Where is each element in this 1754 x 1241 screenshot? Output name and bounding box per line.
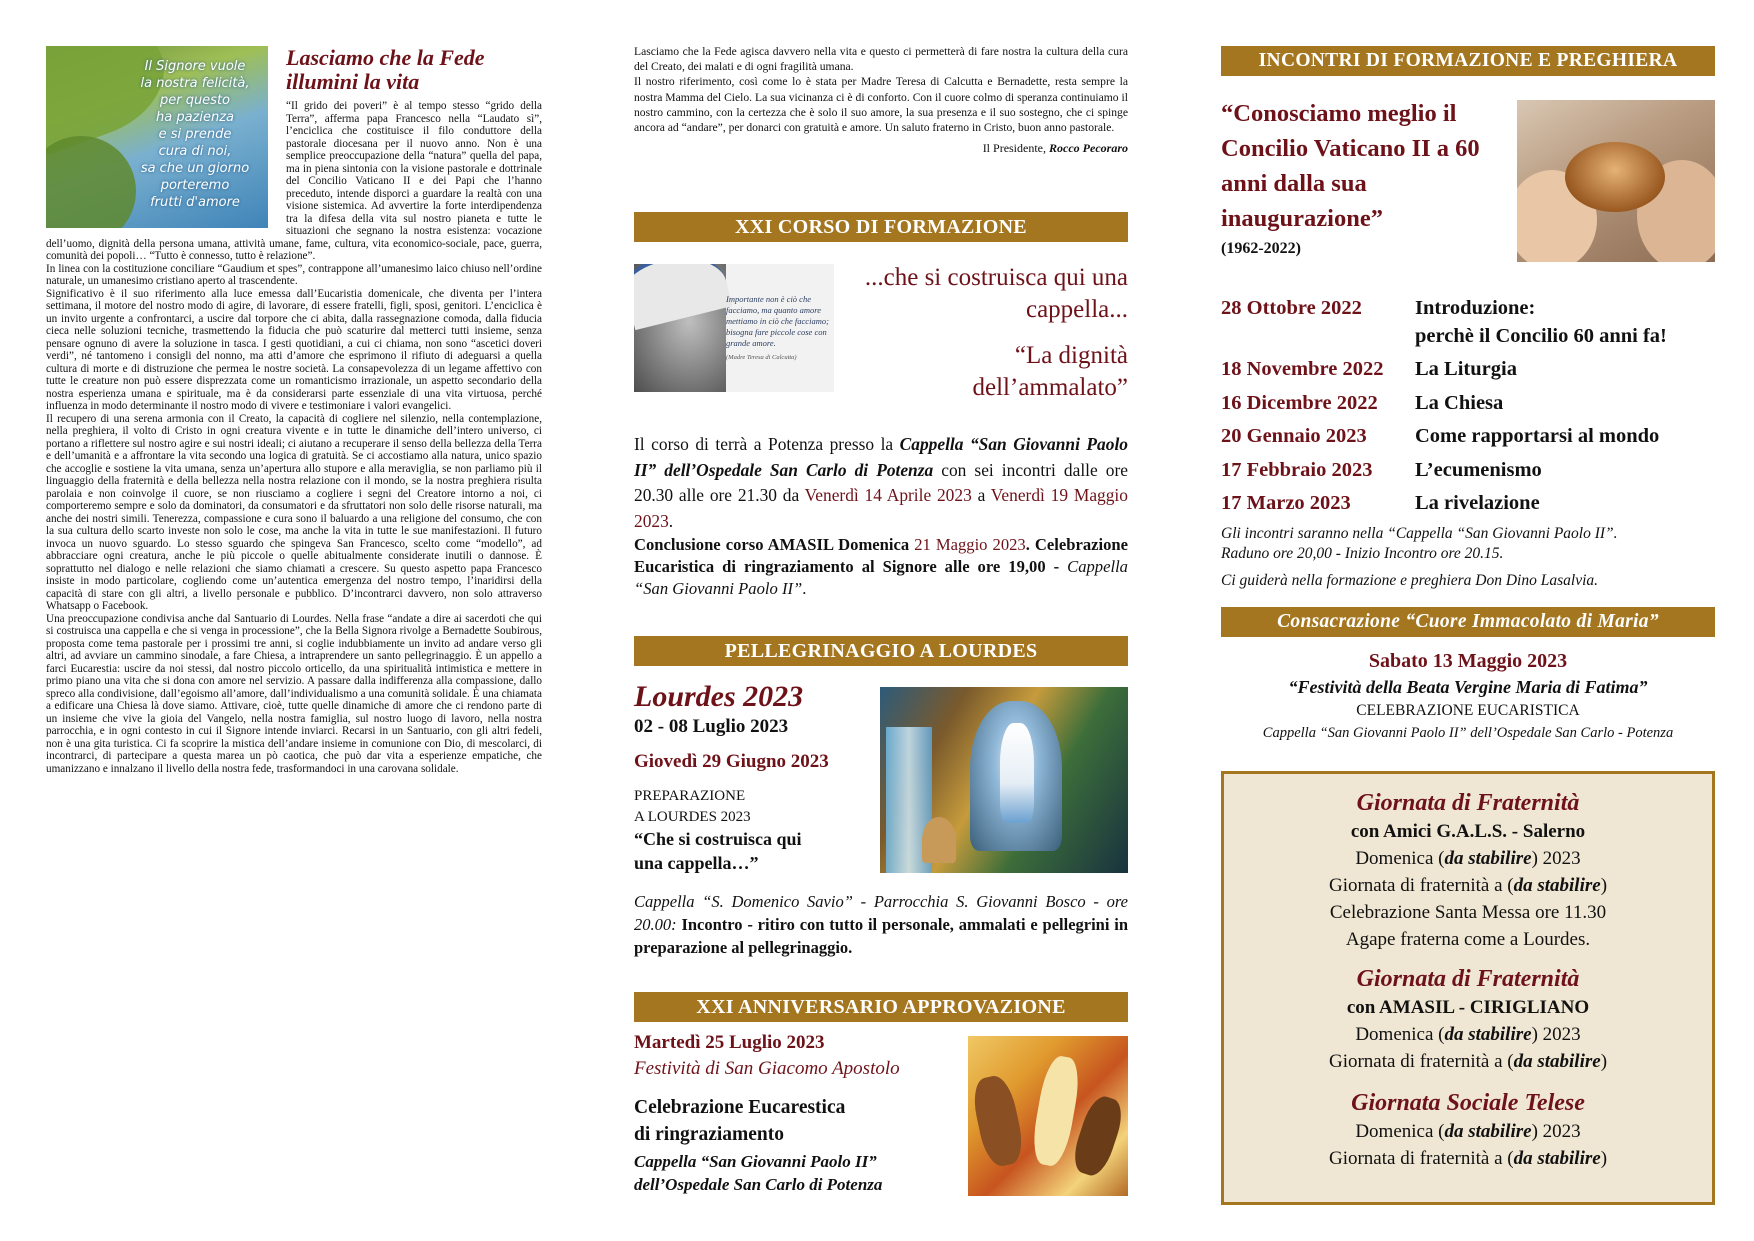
lourdes-meeting: Cappella “S. Domenico Savio” - Parrocchia S. Giovanni Bosco - ore 20.00: Incontro - ritiro con tutto il personale, ammalati e pellegrini in preparazione al pellegrinaggio. [634, 892, 1129, 957]
consecration-feast: “Festività della Beata Vergine Maria di Fatima” [1288, 677, 1648, 697]
section-title-anniversary: XXI ANNIVERSARIO APPROVAZIONE [634, 992, 1128, 1022]
schedule-row [1221, 422, 1715, 456]
continuation-paragraph: Il nostro riferimento, così come lo è stata per Madre Teresa di Calcutta e Bernadette, resta sempre la nostra Mamma del Cielo. La sua vicinanza ci è di conforto. Con il cuore colmo di speranza continuiamo il nostro cammino, con la certezza che è solo il suo amore, la sua presenza e il suo sostegno, che ci spinge ancora ad “andare”, per donarci con gratuità e amore. Un saluto fraterno in Cristo, buon anno pastorale. [634, 75, 1128, 135]
fraternity-title: Giornata di Fraternità [1356, 790, 1580, 816]
fraternity-subtitle: con Amici G.A.L.S. - Salerno [1350, 821, 1586, 842]
fraternity-subtitle: con AMASIL - CIRIGLIANO [1346, 997, 1590, 1018]
schedule-topic: Come rapportarsi al mondo [1415, 425, 1660, 448]
schedule-date: 18 Novembre 2022 [1221, 358, 1384, 380]
meetings-note: Gli incontri saranno nella “Cappella “San Giovanni Paolo II”. [1221, 525, 1618, 542]
leaf-quote-image [46, 46, 268, 228]
consecration-details [1221, 648, 1715, 744]
schedule-row [1221, 355, 1715, 389]
meetings-schedule [1221, 294, 1715, 523]
leaf-quote-text: Il Signore vuole la nostra felicità, per questo ha pazienza e si prende cura di noi, sa che un giorno porteremo frutti d'amore [140, 59, 250, 210]
editorial-paragraph: Il recupero di una serena armonia con il Creato, la capacità di cogliere nel silenzio, nella contemplazione, nella preghiera, il volto di Cristo in ogni creatura vivente e in tutte le dinamiche dell’intero universo, ci portano a riflettere sul nostro agire e sui nostri ideali; ci aiutano a recuperare il senso della bellezza della Terra e dell’umanità e a affrontare la vita secondo una logica di gratuità. Se ci accostiamo alla natura, unico spazio che accoglie e sostiene la vita umana, senza un’apertura allo stupore e alla meraviglia, se non parliamo più il linguaggio della fraternità e della bellezza nella nostra relazione con il mondo, se la nostra preghiera risulta parolaia e non coinvolge il cuore, se non riusciamo a cogliere i segni del Creatore intorno a noi, ci comporteremo sempre e solo da dominatori, da consumatori e da sfruttatori non solo delle risorse naturali, ma anche dei nostri simili. Tenerezza, compassione e cura sono il baluardo a una religione del consumo, che con la sua cultura dello scarto investe non solo le cose, ma anche la vita in tutte le sue manifestazioni. Il futuro invoca un nuovo sguardo. Lo stesso sguardo che spingeva San Francesco, scelto come “modello”, ad abbracciare ogni creatura, anche le più piccole o quelle abitualmente considerate inutili o dannose. È soprattutto nel dialogo e nelle relazioni che siamo chiamati a crescere. Su questo aspetto papa Francesco insiste in modo particolare, cogliendo come un’autentica emergenza del nostro tempo, l’inaridirsi della capacità di stare con gli altri, a livello personale e pubblico. D’incontrarci davvero, non solo attraverso Whatsapp o Facebook. [46, 412, 542, 612]
continuation-paragraph: Lasciamo che la Fede agisca davvero nella vita e questo ci permetterà di fare nostra la cultura della cura del Creato, dei malati e di ogni fragilità umana. [634, 45, 1128, 74]
lourdes-grotto-image [880, 687, 1128, 873]
course-details: Il corso di terrà a Potenza presso la Cappella “San Giovanni Paolo II” dell’Ospedale San Carlo di Potenza con sei incontri dalle ore 20.30 alle ore 21.30 da Venerdì 14 Aprile 2023 a Venerdì 19 Maggio 2023. Conclusione corso AMASIL Domenica 21 Maggio 2023. Celebrazione Eucaristica di ringraziamento al Signore alle ore 19,00 - Cappella “San Giovanni Paolo II”. [634, 434, 1129, 598]
editorial-title: Lasciamo che la Fede illumini la vita [286, 45, 485, 94]
schedule-topic: La Chiesa [1415, 391, 1504, 414]
schedule-date: 16 Dicembre 2022 [1221, 391, 1378, 414]
meetings-years: (1962-2022) [1221, 240, 1301, 257]
column-events [634, 0, 1128, 1241]
bread-hands-image [1517, 100, 1715, 262]
schedule-date: 17 Febbraio 2023 [1221, 458, 1373, 481]
schedule-date: 28 Ottobre 2022 [1221, 297, 1362, 319]
schedule-row [1221, 389, 1715, 423]
editorial-paragraph: Una preoccupazione condivisa anche dal Santuario di Lourdes. Nella frase “andate a dire ai sacerdoti che qui si costruisca una cappella e che si venga in processione”, che la Bella Signora rivolge a Bernadette Soubirous, proposta come tema pastorale per i prossimi tre anni, si coglie indubbiamente un invito ad andare verso gli altri, ad avviare un cammino sinodale, a fare Chiesa, a intraprendere un santo pellegrinaggio. È un appello a farci Eucarestia: uscire da noi stessi, dal nostro piccolo orticello, da una spiritualità intimistica e mettere in primo piano una vita che si dona con amore nel servizio. A passare dalla indifferenza alla compassione, dallo spreco alla condivisione, dall’egoismo all’amore, dall’individualismo a una comunità solidale. È una chiamata a edificare una Chiesa là dove siamo. Attivare, cioè, tutte quelle dinamiche di amore che ci rendono parte di un insieme che vive la gioia del Vangelo, nella nostra famiglia, sul nostro luogo di lavoro, nella nostra parrocchia, e in ogni contesto in cui il Signore intende inviarci. Recarsi in un Santuario, con gli altri fedeli, non è una gita turistica. Ci fa scoprire la mistica dell’andare insieme in comunione con Dio, di mescolarci, di incontrarci, di partecipare a questa marea un pò caotica, che può dar vita a esperienze empatiche, che umanizzano e innalzano il livello della nostra fede, trasformandoci in una carovana solidale. [46, 612, 542, 775]
anniversary-celebration: Celebrazione Eucarestica di ringraziamento [634, 1097, 846, 1145]
mother-teresa-quote: Importante non è ciò che facciamo, ma quanto amore mettiamo in ciò che facciamo; bisogna fare piccole cose con grande amore. (Madre Teresa di Calcutta) [726, 294, 829, 361]
course-heading: ...che si costruisca qui una cappella... [864, 264, 1128, 323]
section-title-course: XXI CORSO DI FORMAZIONE [634, 212, 1128, 242]
fraternity-day-gals: Giornata di Fraternità con Amici G.A.L.S. - Salerno Domenica (da stabilire) 2023 Giornata di fraternità a (da stabilire) Celebrazione Santa Messa ore 11.30 Agape fraterna come a Lourdes. [1224, 788, 1712, 953]
meetings-note: Ci guiderà nella formazione e preghiera Don Dino Lasalvia. [1221, 572, 1599, 589]
meetings-title: “Conosciamo meglio il Concilio Vaticano II a 60 anni dalla sua inaugurazione” [1221, 100, 1480, 232]
anniversary-date: Martedì 25 Luglio 2023 [634, 1032, 825, 1053]
consecration-celebration: CELEBRAZIONE EUCARISTICA [1356, 702, 1580, 719]
schedule-row [1221, 294, 1715, 355]
lourdes-title: Lourdes 2023 [634, 680, 804, 713]
schedule-topic: La rivelazione [1415, 492, 1540, 515]
apostle-painting [968, 1036, 1128, 1196]
consecration-date: Sabato 13 Maggio 2023 [1368, 650, 1568, 672]
meetings-note: Raduno ore 20,00 - Inizio Incontro ore 20.15. [1221, 545, 1504, 562]
social-day-telese: Giornata Sociale Telese Domenica (da stabilire) 2023 Giornata di fraternità a (da stabilire) [1224, 1088, 1712, 1172]
section-title-pilgrimage: PELLEGRINAGGIO A LOURDES [634, 636, 1128, 666]
section-title-consecration: Consacrazione “Cuore Immacolato di Maria” [1221, 607, 1715, 637]
schedule-date: 17 Marzo 2023 [1221, 492, 1351, 515]
schedule-topic: L’ecumenismo [1415, 458, 1542, 481]
anniversary-place: Cappella “San Giovanni Paolo II” dell’Ospedale San Carlo di Potenza [634, 1152, 883, 1194]
signature: Il Presidente, Rocco Pecoraro [982, 141, 1128, 156]
editorial [46, 46, 542, 775]
editorial-paragraph: Significativo è il suo riferimento alla luce emessa dall’Eucaristia domenicale, che diventa per l’intera settimana, il motore del nostro modo di agire, di lavorare, di essere fratelli, figli, sposi, genitori. L’enciclica è un invito urgente a confrontarci, a uscire dal torpore che ci abita, dalla rassegnazione comoda, dalla fiducia cieca nelle soluzioni tecniche, trasmettendo la fiducia che può scaturire dal metterci tutti insieme, senza pensare ognuno di avere la soluzione in tasca. I gesti quotidiani, a cui ci chiama, non sono “ascetici doveri verdi”, né tantomeno i consigli del nonno, ma atti d’amore che esprimono il rifiuto di adeguarsi a quella cultura di morte e di distruzione che permea le nostre società. La consapevolezza di un legame affettivo con tutte le creature non può essere disprezzata come un romanticismo irrazionale, un aspetto secondario della nostra esperienza umana e spirituale, ma è da considerarsi parte essenziale di una vita virtuosa, perché influenza in modo determinante il nostro modo di vivere e testimoniare i valori evangelici. [46, 287, 542, 412]
meetings-notes [1221, 524, 1715, 598]
lourdes-dates: 02 - 08 Luglio 2023 [634, 716, 789, 737]
consecration-place: Cappella “San Giovanni Paolo II” dell’Ospedale San Carlo - Potenza [1262, 725, 1674, 741]
editorial-continuation [634, 44, 1128, 156]
preparation-date: Giovedì 29 Giugno 2023 [634, 751, 829, 772]
preparation-text: PREPARAZIONE A LOURDES 2023 “Che si costruisca qui una cappella…” [634, 788, 802, 873]
schedule-date: 20 Gennaio 2023 [1221, 425, 1367, 448]
fraternity-box [1221, 771, 1715, 1205]
schedule-topic: Introduzione: perchè il Concilio 60 anni fa! [1415, 297, 1667, 347]
fraternity-day-amasil: Giornata di Fraternità con AMASIL - CIRIGLIANO Domenica (da stabilire) 2023 Giornata di fraternità a (da stabilire) [1224, 964, 1712, 1075]
course-subheading: “La dignità dell’ammalato” [972, 342, 1128, 401]
fraternity-title: Giornata di Fraternità [1356, 966, 1580, 992]
column-editorial [46, 0, 542, 1241]
column-meetings [1221, 0, 1715, 1241]
mother-teresa-photo [634, 264, 834, 392]
schedule-row [1221, 489, 1715, 523]
schedule-topic: La Liturgia [1415, 358, 1517, 380]
section-title-meetings: INCONTRI DI FORMAZIONE E PREGHIERA [1221, 46, 1715, 76]
editorial-paragraph: In linea con la costituzione conciliare “Gaudium et spes”, contrappone all’umanesimo laico chiuso nell’ordine naturale, un umanesimo cristiano aperto al trascendente. [46, 262, 542, 287]
editorial-paragraph: “Il grido dei poveri” è al tempo stesso “grido della Terra”, afferma papa Francesco nella “Laudato sì”, l’enciclica che costituisce il filo conduttore della pastorale diocesana per il nuovo anno. Non è una semplice preoccupazione della “natura” quella del papa, ma in piena sintonia con la visione pastorale e dottrinale del Concilio Vaticano II e dei Papi che l’hanno preceduto, intende disporci a guardare la realtà con una visione sistemica. Ad avvertire la forte interdipendenza tra la difesa della vita sul nostro pianeta e tutte le situazioni che segnano la nostra esistenza: vocazione dell’uomo, dignità della persona umana, attività umane, fame, cultura, vita economico-sociale, pace, guerra, comunità dei popoli… “Tutto è connesso, tutto è relazione”. [46, 100, 542, 262]
schedule-row [1221, 456, 1715, 490]
anniversary-feast: Festività di San Giacomo Apostolo [634, 1058, 900, 1079]
fraternity-title: Giornata Sociale Telese [1351, 1090, 1585, 1116]
